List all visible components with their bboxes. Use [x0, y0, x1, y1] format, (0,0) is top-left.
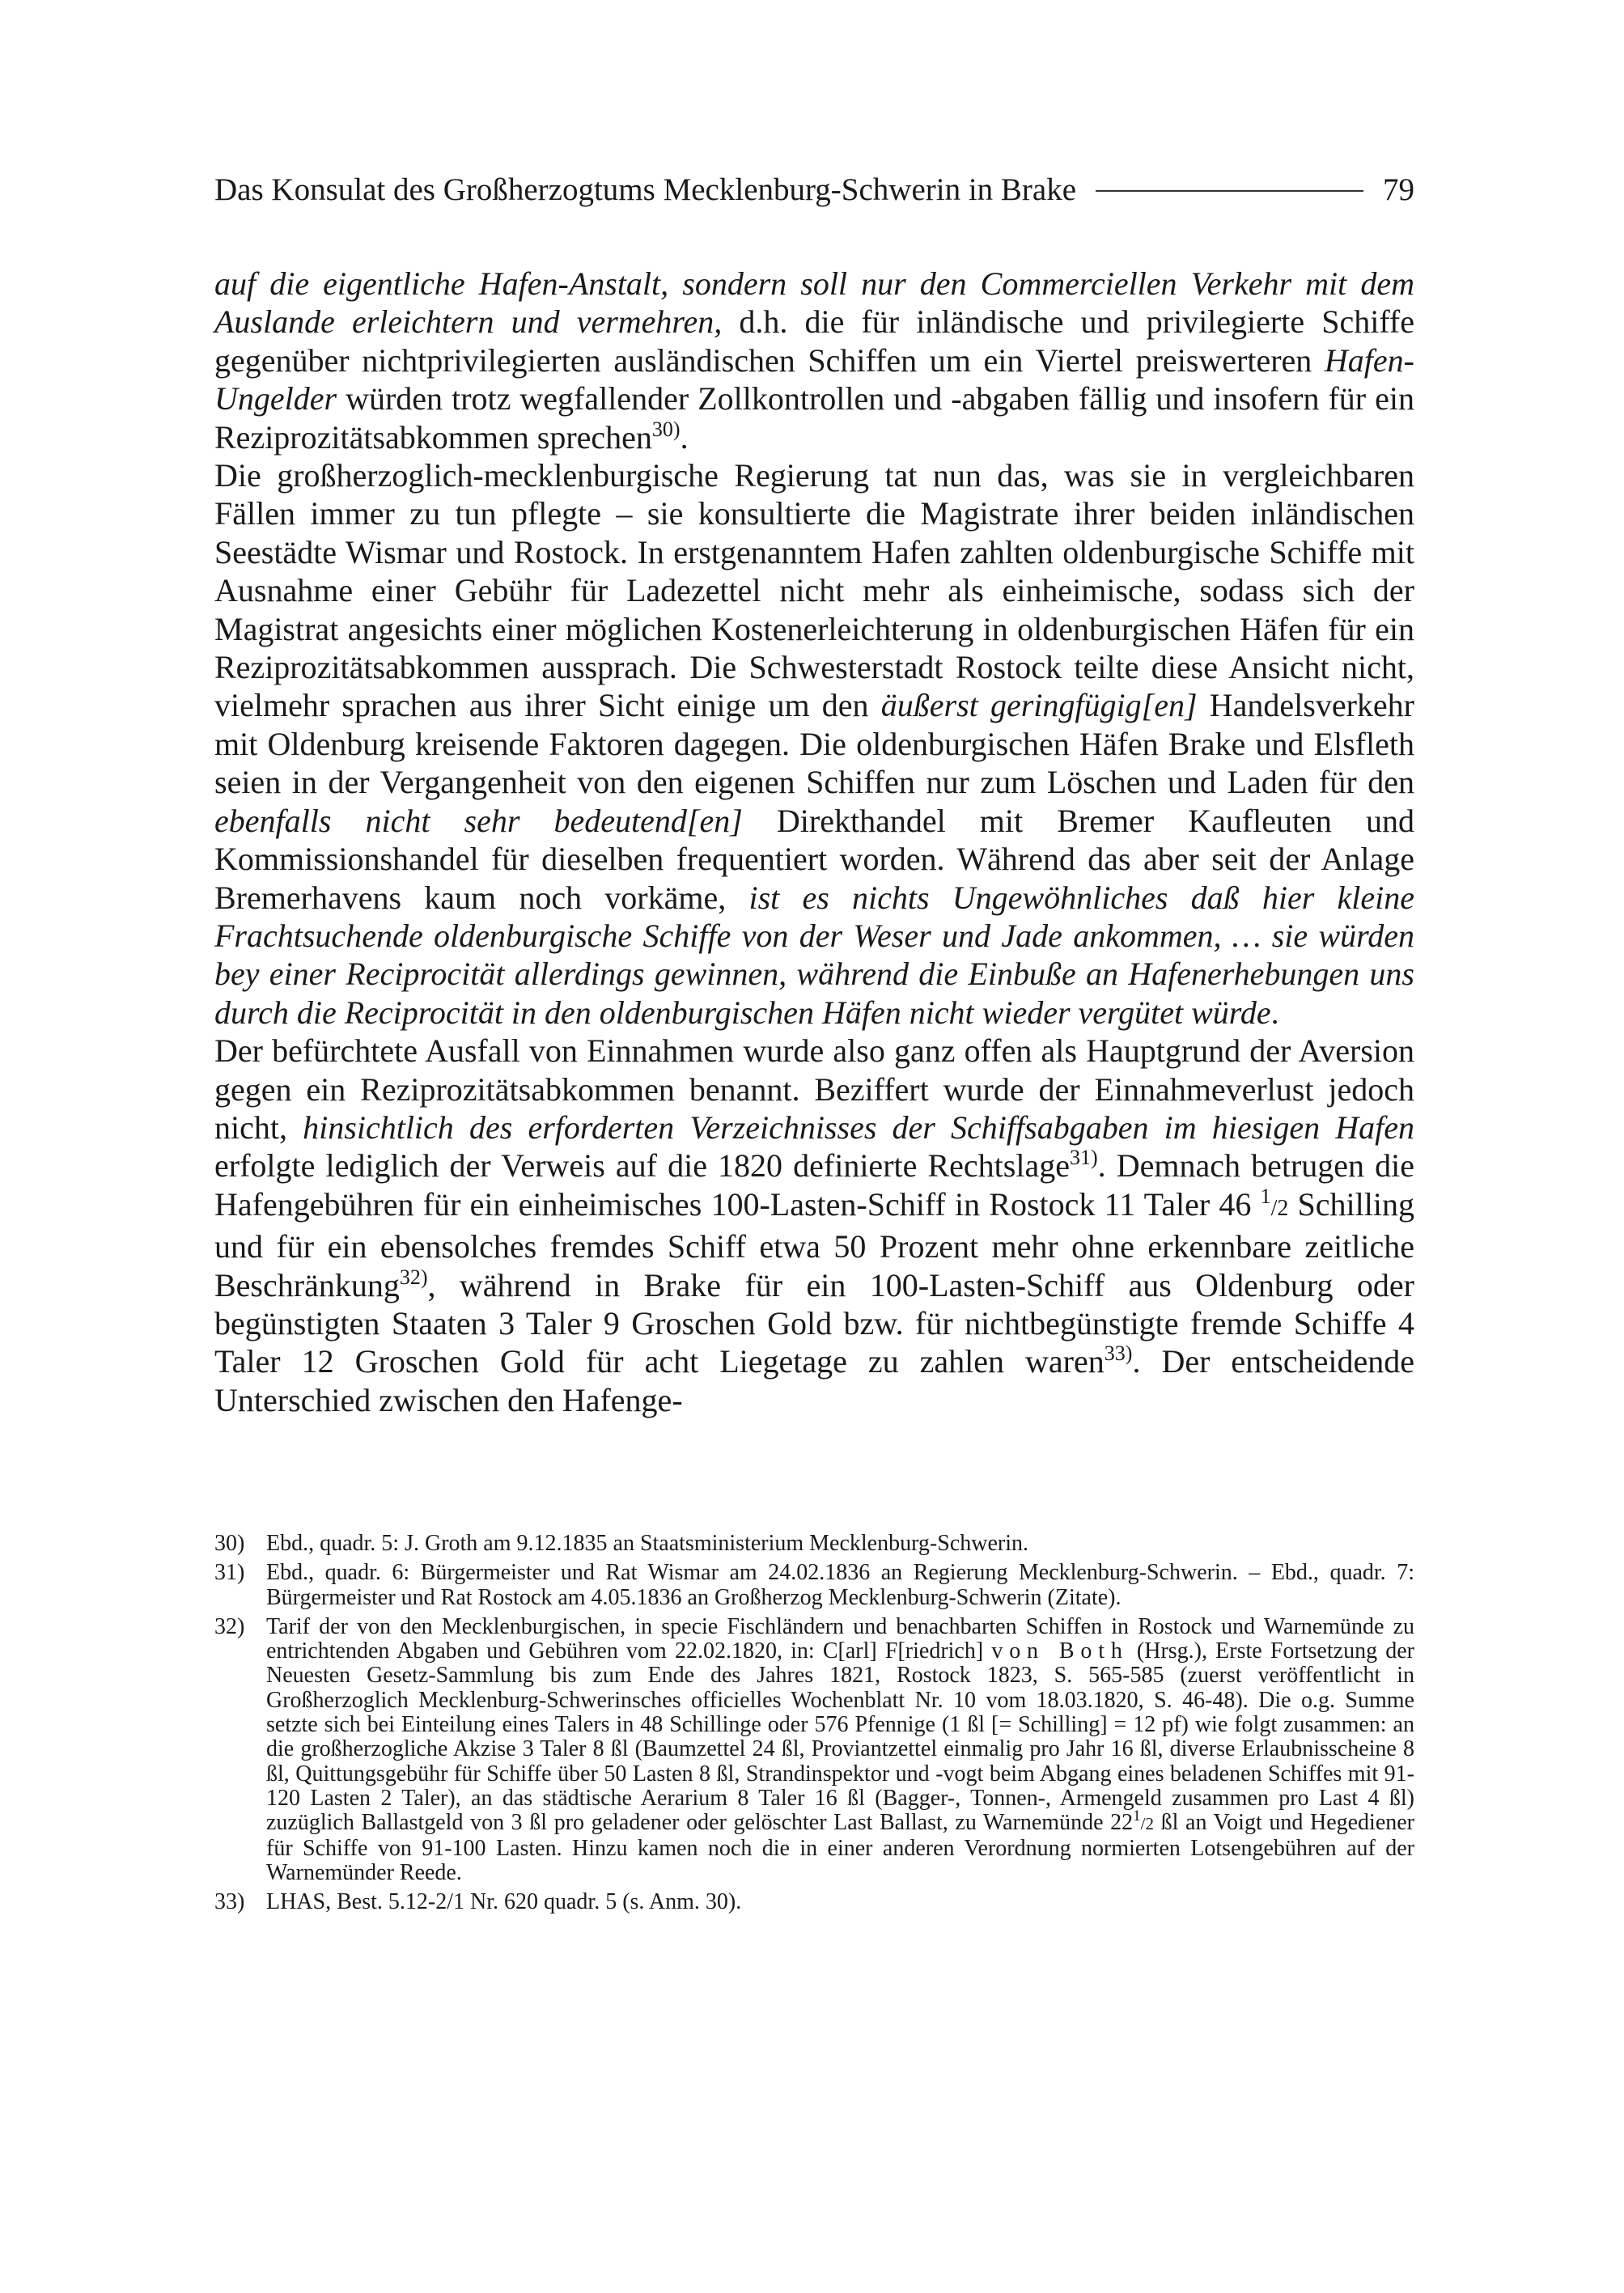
running-header	[214, 167, 1414, 212]
text-span: würden trotz wegfallender Zollkontrollen und -abgaben fällig und insofern für ein Reziprozitätsabkommen sprechen	[214, 380, 1414, 456]
text-span: Direkthandel mit Bremer Kaufleuten und Kommissionshandel für dieselben frequentiert worden. Während das aber seit der Anlage Bremerhavens kaum noch vorkäme,	[214, 802, 1414, 916]
text-span: Der befürchtete Ausfall von Einnahmen wurde also ganz offen als Hauptgrund der Aversion gegen ein Reziprozitätsabkommen benannt. Beziffert wurde der Einnahmeverlust jedoch nicht,	[214, 1032, 1414, 1146]
footnote-number: 31)	[214, 1560, 245, 1586]
footnote-33	[214, 1890, 1414, 1914]
footnote-30	[214, 1532, 1414, 1556]
text-span: . Demnach betrugen die Hafengebühren für ein einheimisches 100-Lasten-Schiff in Rostock 11 Taler 46	[214, 1147, 1414, 1223]
quote-span: Hafen-Ungelder	[214, 341, 1414, 417]
fraction-denominator: /2	[1140, 1814, 1154, 1834]
quote-span: hinsichtlich des erforderten Verzeichnisses der Schiffsabgaben im hiesigen Hafen	[303, 1108, 1415, 1146]
footnote-ref-31[interactable]: 31)	[1069, 1146, 1098, 1170]
footnote-text: Ebd., quadr. 6: Bürgermeister und Rat Wismar am 24.02.1836 an Regierung Mecklenburg-Schwerin. – Ebd., quadr. 7: Bürgermeister und Rat Rostock am 4.05.1836 an Großherzog Mecklenburg-Schwerin (Zitate).	[266, 1560, 1414, 1610]
paragraph-1	[214, 265, 1414, 456]
page-number: 79	[1383, 172, 1414, 207]
text-span: .	[680, 418, 689, 456]
running-title: Das Konsulat des Großherzogtums Mecklenburg-Schwerin in Brake	[214, 172, 1077, 207]
text-span: .	[1270, 994, 1279, 1031]
text-span: Schilling und für ein ebensolches fremdes Schiff etwa 50 Prozent mehr ohne erkennbare zeitliche Beschränkung	[214, 1185, 1415, 1303]
footnote-32	[214, 1615, 1414, 1885]
paragraph-3	[214, 1032, 1414, 1419]
footnote-31	[214, 1561, 1414, 1610]
quote-span: ebenfalls nicht sehr bedeutend[en]	[214, 802, 743, 839]
footnote-number: 33)	[214, 1889, 245, 1915]
text-span: ßl an Voigt und Hegediener für Schiffe von 91-100 Lasten. Hinzu kamen noch die in einer anderen Verordnung normierten Lotsengebühren auf der Warnemünder Reede.	[266, 1810, 1415, 1885]
quote-span: auf die eigentliche Hafen-Anstalt, sondern soll nur den Commerciellen Verkehr mit dem Auslande erleichtern und vermehren,	[214, 265, 1414, 341]
footnote-text	[266, 1615, 1414, 1885]
text-span: erfolgte lediglich der Verweis auf die 1820 definierte Rechtslage	[214, 1147, 1070, 1185]
text-span: , während in Brake für ein 100-Lasten-Schiff aus Oldenburg oder begünstigten Staaten 3 Taler 9 Groschen Gold bzw. für nichtbegünstigte fremde Schiffe 4 Taler 12 Groschen Gold für acht Liegetage zu zahlen waren	[214, 1266, 1414, 1380]
footnote-number: 30)	[214, 1531, 245, 1556]
footnote-ref-33[interactable]: 33)	[1104, 1341, 1133, 1366]
text-span: d.h. die für inländische und privilegierte Schiffe gegenüber nichtprivilegierten ausländischen Schiffen um ein Viertel preiswerteren	[214, 303, 1415, 379]
text-span: Tarif der von den Mecklenburgischen, in specie Fischländern und benachbarten Schiffen in Rostock und Warnemünde zu entrichtenden Abgaben und Gebühren vom 22.02.1820, in: C[arl] F[riedrich]	[266, 1613, 1414, 1664]
quote-span: äußerst geringfügig[en]	[880, 687, 1198, 724]
fraction-numerator: 1	[1133, 1808, 1141, 1825]
footnote-text: Ebd., quadr. 5: J. Groth am 9.12.1835 an Staatsministerium Mecklenburg-Schwerin.	[266, 1531, 1029, 1556]
footnote-text: LHAS, Best. 5.12-2/1 Nr. 620 quadr. 5 (s. Anm. 30).	[266, 1889, 742, 1915]
text-span: Handelsverkehr mit Oldenburg kreisende Faktoren dagegen. Die oldenburgischen Häfen Brake und Elsfleth seien in der Vergangenheit von den eigenen Schiffen nur zum Löschen und Laden für den	[214, 687, 1414, 801]
main-text	[214, 265, 1414, 1419]
text-span: Die großherzoglich-mecklenburgische Regierung tat nun das, was sie in vergleichbaren Fällen immer zu tun pflegte – sie konsultierte die Magistrate ihrer beiden inländischen Seestädte Wismar und Rostock. In erstgenanntem Hafen zahlten oldenburgische Schiffe mit Ausnahme einer Gebühr für Ladezettel nicht mehr als einheimische, sodass sich der Magistrat angesichts einer möglichen Kostenerleichterung in oldenburgischen Häfen für ein Reziprozitätsabkommen aussprach. Die Schwesterstadt Rostock teilte diese Ansicht nicht, vielmehr sprachen aus ihrer Sicht einige um den	[214, 457, 1414, 724]
footnote-ref-30[interactable]: 30)	[651, 417, 681, 441]
fraction-numerator: 1	[1260, 1184, 1271, 1208]
author-name-spaced: von Both	[991, 1638, 1129, 1664]
footnote-number: 32)	[214, 1613, 245, 1639]
text-span: . Der entscheidende Unterschied zwischen den Hafenge-	[214, 1343, 1414, 1418]
fraction-denominator: /2	[1270, 1195, 1289, 1221]
header-rule	[1096, 190, 1363, 192]
footnotes	[214, 1532, 1414, 1919]
text-span: (Hrsg.), Erste Fortsetzung der Neuesten Gesetz-Sammlung bis zum Ende des Jahres 1821, Rostock 1823, S. 565-585 (zuerst veröffentlicht in Großherzoglich Mecklenburg-Schwerinsches officielles Wochenblatt Nr. 10 vom 18.03.1820, S. 46-48). Die o.g. Summe setzte sich bei Einteilung eines Talers in 48 Schillinge oder 576 Pfennige (1 ßl [= Schilling] = 12 pf) wie folgt zusammen: an die großherzogliche Akzise 3 Taler 8 ßl (Baumzettel 24 ßl, Proviantzettel einmalig pro Jahr 16 ßl, diverse Erlaubnisscheine 8 ßl, Quittungsgebühr für Schiffe über 50 Lasten 8 ßl, Strandinspektor und -vogt beim Abgang eines beladenen Schiffes mit 91-120 Lasten 2 Taler), an das städtische Aerarium 8 Taler 16 ßl (Bagger-, Tonnen-, Armengeld zusammen pro Last 4 ßl) zuzüglich Ballastgeld von 3 ßl pro geladener oder gelöschter Last Ballast, zu Warnemünde 22	[266, 1638, 1414, 1836]
footnote-ref-32[interactable]: 32)	[399, 1265, 428, 1289]
paragraph-2	[214, 456, 1414, 1032]
quote-span: ist es nichts Ungewöhnliches daß hier kleine Frachtsuchende oldenburgische Schiffe von der Weser und Jade ankommen, … sie würden bey einer Reciprocität allerdings gewinnen, während die Einbuße an Hafenerhebungen uns durch die Reciprocität in den oldenburgischen Häfen nicht wieder vergütet würde	[214, 879, 1415, 1031]
